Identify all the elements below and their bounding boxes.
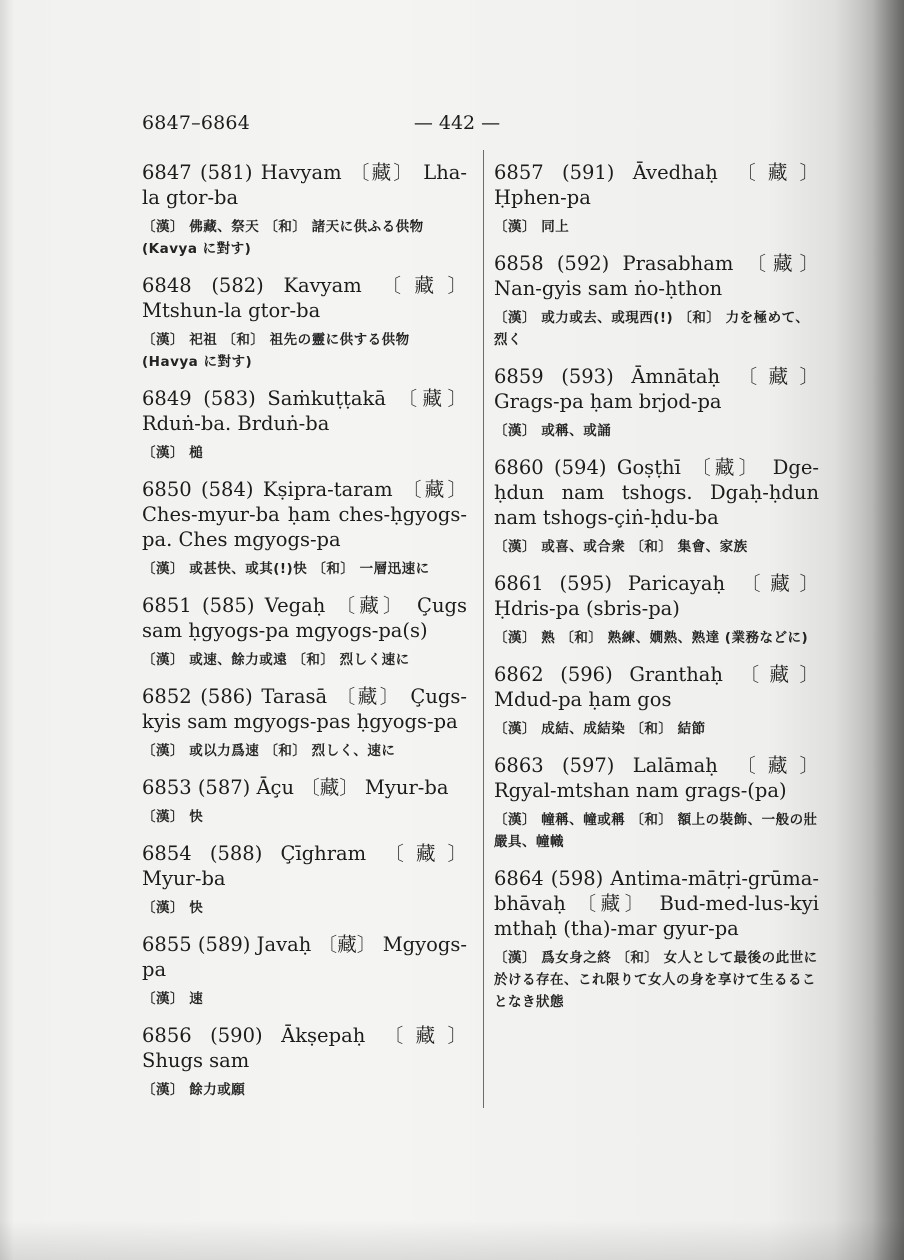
entry-headword: 6851 (585) Vegaḥ 〔藏〕 Çugs sam ḥgyogs-pa mgyogs-pa(s)	[142, 594, 467, 642]
entry-translation: 〔漢〕 祀祖 〔和〕 祖先の靈に供する供物 (Havya に對す)	[142, 332, 410, 370]
dictionary-entry	[494, 251, 819, 351]
page-number: — 442 —	[413, 112, 501, 134]
entry-headword: 6862 (596) Granthaḥ 〔藏〕 Mdud-pa ḥam gos	[494, 663, 819, 711]
dictionary-entry	[494, 662, 819, 740]
entry-headword: 6848 (582) Kavyam 〔藏〕 Mtshun-la gtor-ba	[142, 274, 467, 322]
page-left-edge-shadow	[0, 0, 14, 1260]
entry-translation: 〔漢〕 快	[142, 809, 204, 825]
entry-headword: 6853 (587) Āçu 〔藏〕 Myur-ba	[142, 776, 449, 799]
dictionary-entry	[142, 775, 467, 828]
entry-headword: 6855 (589) Javaḥ 〔藏〕 Mgyogs-pa	[142, 933, 467, 981]
entry-headword: 6861 (595) Paricayaḥ 〔藏〕 Ḥdris-pa (sbris-pa)	[494, 572, 819, 620]
dictionary-entry	[142, 932, 467, 1010]
entry-headword: 6857 (591) Āvedhaḥ 〔藏〕 Ḥphen-pa	[494, 161, 819, 209]
dictionary-entry	[142, 841, 467, 919]
entry-range-header: 6847–6864	[142, 112, 251, 134]
entry-headword: 6860 (594) Goṣṭhī 〔藏〕 Dge-ḥdun nam tshogs. Dgaḥ-ḥdun nam tshogs-çiṅ-ḥdu-ba	[494, 456, 819, 529]
entry-translation: 〔漢〕 或速、餘力或遠 〔和〕 烈しく速に	[142, 652, 410, 668]
dictionary-entry	[494, 866, 819, 1013]
entry-translation: 〔漢〕 爲女身之終 〔和〕 女人として最後の此世に於ける存在、これ限りて女人の身を享けて生るることなき狀態	[494, 950, 818, 1010]
book-spine-shadow	[834, 0, 904, 1260]
entry-headword: 6864 (598) Antima-mātṛi-grūma-bhāvaḥ 〔藏〕 Bud-med-lus-kyi mthaḥ (tha)-mar gyur-pa	[494, 867, 819, 940]
dictionary-entry	[142, 386, 467, 464]
entry-headword: 6854 (588) Çīghram 〔藏〕 Myur-ba	[142, 842, 467, 890]
entry-headword: 6858 (592) Prasabham 〔藏〕 Nan-gyis sam ṅo-ḥthon	[494, 252, 819, 300]
entry-headword: 6847 (581) Havyam 〔藏〕 Lha-la gtor-ba	[142, 161, 467, 209]
dictionary-entry	[494, 571, 819, 649]
dictionary-entry	[494, 364, 819, 442]
entry-translation: 〔漢〕 成結、成結染 〔和〕 結節	[494, 721, 706, 737]
entry-translation: 〔漢〕 或喜、或合衆 〔和〕 集會、家族	[494, 539, 748, 555]
entry-headword: 6863 (597) Lalāmaḥ 〔藏〕 Rgyal-mtshan nam grags-(pa)	[494, 754, 819, 802]
entry-translation: 〔漢〕 速	[142, 991, 204, 1007]
left-column	[142, 160, 467, 1114]
dictionary-entry	[494, 455, 819, 558]
entry-translation: 〔漢〕 快	[142, 900, 204, 916]
column-divider	[483, 150, 484, 1108]
dictionary-entry	[494, 160, 819, 238]
entry-headword: 6852 (586) Tarasā 〔藏〕 Çugs-kyis sam mgyogs-pas ḥgyogs-pa	[142, 685, 467, 733]
entry-translation: 〔漢〕 幢稱、幢或稱 〔和〕 額上の裝飾、一般の壯嚴具、幢幟	[494, 812, 818, 850]
right-column	[494, 160, 819, 1026]
dictionary-entry	[142, 1023, 467, 1101]
entry-headword: 6850 (584) Kṣipra-taram 〔藏〕 Ches-myur-ba ḥam ches-ḥgyogs-pa. Ches mgyogs-pa	[142, 478, 467, 551]
dictionary-entry	[142, 593, 467, 671]
page-bottom-shadow	[0, 1220, 904, 1260]
dictionary-entry	[142, 160, 467, 260]
entry-translation: 〔漢〕 或甚快、或其(!)快 〔和〕 一層迅速に	[142, 561, 430, 577]
entry-translation: 〔漢〕 或力或去、或現西(!) 〔和〕 力を極めて、烈く	[494, 310, 810, 348]
entry-translation: 〔漢〕 餘力或願	[142, 1082, 246, 1098]
dictionary-entry	[494, 753, 819, 853]
entry-translation: 〔漢〕 或以力爲速 〔和〕 烈しく、速に	[142, 743, 396, 759]
entry-headword: 6849 (583) Saṁkuṭṭakā 〔藏〕 Rduṅ-ba. Brduṅ-ba	[142, 387, 467, 435]
entry-translation: 〔漢〕 同上	[494, 219, 570, 235]
entry-headword: 6859 (593) Āmnātaḥ 〔藏〕 Grags-pa ḥam brjod-pa	[494, 365, 819, 413]
entry-translation: 〔漢〕 槌	[142, 445, 204, 461]
entry-translation: 〔漢〕 佛藏、祭天 〔和〕 諸天に供ふる供物 (Kavya に對す)	[142, 219, 424, 257]
dictionary-entry	[142, 684, 467, 762]
dictionary-entry	[142, 273, 467, 373]
entry-translation: 〔漢〕 熟 〔和〕 熟練、嫺熟、熟達 (業務などに)	[494, 630, 809, 646]
dictionary-entry	[142, 477, 467, 580]
entry-translation: 〔漢〕 或稱、或誦	[494, 423, 612, 439]
entry-headword: 6856 (590) Ākṣepaḥ 〔藏〕 Shugs sam	[142, 1024, 467, 1072]
